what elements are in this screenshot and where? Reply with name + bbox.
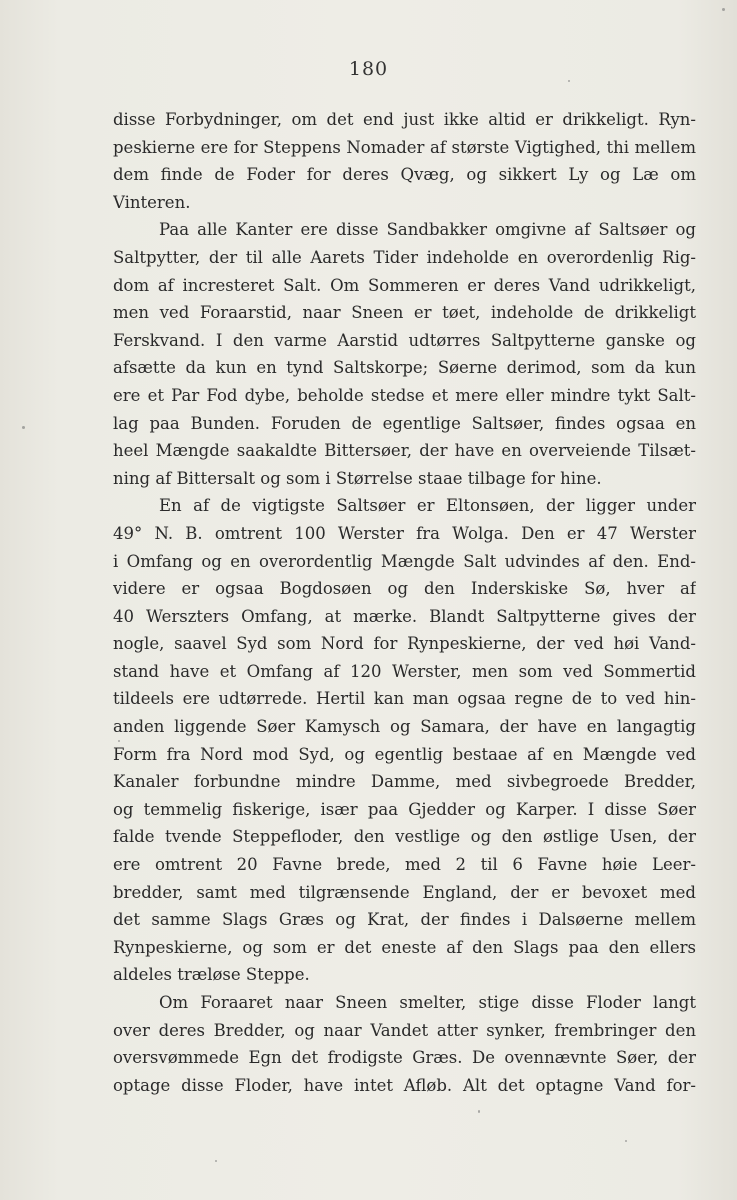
text-line: falde tvende Steppefloder, den vestlige og den østlige Usen, der — [113, 827, 696, 847]
paper-speck — [568, 80, 570, 82]
paper-speck — [118, 740, 120, 742]
text-line: dom af incresteret Salt. Om Sommeren er deres Vand udrikkeligt, — [113, 275, 696, 295]
text-line: disse Forbydninger, om det end just ikke altid er drikkeligt. Ryn- — [113, 110, 696, 129]
text-line: lag paa Bunden. Foruden de egentlige Saltsøer, findes ogsaa en — [113, 413, 696, 433]
text-line: Vinteren. — [113, 192, 191, 212]
text-line: optage disse Floder, have intet Afløb. Alt det optagne Vand for- — [113, 1075, 696, 1095]
text-line: Kanaler forbundne mindre Damme, med sivbegroede Bredder, — [113, 772, 696, 792]
text-line: det samme Slags Græs og Krat, der findes i Dalsøerne mellem — [113, 910, 696, 930]
text-line: men ved Foraarstid, naar Sneen er tøet, indeholde de drikkeligt — [113, 303, 696, 323]
text-line: 49° N. B. omtrent 100 Werster fra Wolga. Den er 47 Werster — [113, 523, 696, 543]
text-line: Paa alle Kanter ere disse Sandbakker omgivne af Saltsøer og — [159, 220, 696, 240]
text-line: dem finde de Foder for deres Qvæg, og sikkert Ly og Læ om — [113, 165, 696, 185]
text-line: En af de vigtigste Saltsøer er Eltonsøen, der ligger under — [159, 496, 696, 516]
text-line: Saltpytter, der til alle Aarets Tider indeholde en overordenlig Rig- — [113, 247, 696, 267]
text-line: i Omfang og en overordentlig Mængde Salt udvindes af den. End- — [113, 551, 696, 571]
text-line: ere omtrent 20 Favne brede, med 2 til 6 Favne høie Leer- — [113, 855, 696, 875]
text-line: Rynpeskierne, og som er det eneste af den Slags paa den ellers — [113, 937, 696, 957]
text-line: stand have et Omfang af 120 Werster, men som ved Sommertid — [113, 661, 696, 681]
paper-speck — [722, 8, 725, 11]
page-number: 180 — [348, 58, 389, 80]
text-line: Om Foraaret naar Sneen smelter, stige disse Floder langt — [159, 993, 696, 1012]
text-line: ere et Par Fod dybe, beholde stedse et mere eller mindre tykt Salt- — [113, 385, 696, 405]
text-line: ning af Bittersalt og som i Størrelse staae tilbage for hine. — [113, 468, 602, 488]
paper-speck — [215, 1160, 217, 1162]
text-line: oversvømmede Egn det frodigste Græs. De ovennævnte Søer, der — [113, 1048, 696, 1068]
text-line: heel Mængde saakaldte Bittersøer, der have en overveiende Tilsæt- — [113, 441, 696, 461]
text-line: 40 Werszters Omfang, at mærke. Blandt Saltpytterne gives der — [113, 606, 696, 626]
text-line: tildeels ere udtørrede. Hertil kan man ogsaa regne de to ved hin- — [113, 689, 696, 709]
text-line: anden liggende Søer Kamysch og Samara, der have en langagtig — [113, 717, 696, 737]
paper-speck — [478, 1110, 480, 1113]
text-line: Ferskvand. I den varme Aarstid udtørres Saltpytterne ganske og — [113, 330, 696, 350]
text-line: afsætte da kun en tynd Saltskorpe; Søerne derimod, som da kun — [113, 358, 696, 378]
text-line: aldeles træløse Steppe. — [113, 965, 310, 985]
text-line: over deres Bredder, og naar Vandet atter synker, frembringer den — [113, 1020, 696, 1040]
text-line: peskierne ere for Steppens Nomader af største Vigtighed, thi mellem — [113, 137, 696, 157]
text-line: nogle, saavel Syd som Nord for Rynpeskierne, der ved høi Vand- — [113, 634, 696, 654]
text-line: Form fra Nord mod Syd, og egentlig bestaae af en Mængde ved — [113, 744, 696, 764]
body-text — [113, 106, 696, 1099]
text-line: og temmelig fiskerige, især paa Gjedder og Karper. I disse Søer — [113, 799, 696, 819]
paper-speck — [625, 1140, 627, 1142]
text-line: bredder, samt med tilgrænsende England, der er bevoxet med — [113, 882, 696, 902]
paper-speck — [22, 426, 25, 429]
text-line: videre er ogsaa Bogdosøen og den Inderskiske Sø, hver af — [113, 579, 696, 599]
